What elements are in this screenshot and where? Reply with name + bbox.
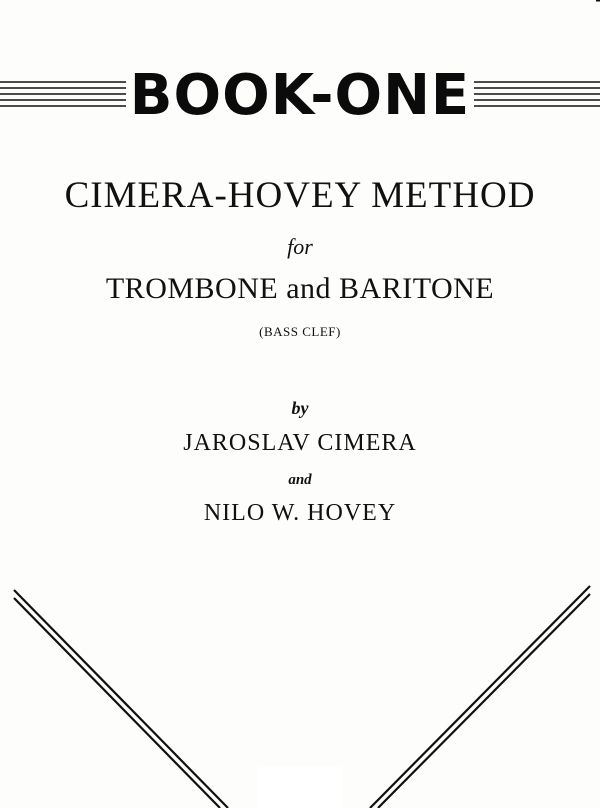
- author-2: NILO W. HOVEY: [203, 500, 397, 526]
- and-text: and: [288, 472, 312, 488]
- instruments-title: TROMBONE and BARITONE: [105, 272, 495, 305]
- for-text: for: [287, 234, 313, 259]
- bottom-blank-patch: [258, 766, 342, 808]
- by-text: by: [291, 398, 309, 418]
- left-diagonal-outer: [14, 590, 228, 808]
- method-title: CIMERA-HOVEY METHOD: [64, 175, 536, 216]
- clef-note: (BASS CLEF): [259, 324, 341, 339]
- book-title: [0, 64, 600, 128]
- right-diagonal-inner: [378, 594, 590, 808]
- author-1: JAROSLAV CIMERA: [183, 430, 417, 456]
- book-title-text: BOOK-ONE: [126, 63, 474, 128]
- left-diagonal-inner: [14, 598, 220, 808]
- right-diagonal-outer: [370, 586, 590, 808]
